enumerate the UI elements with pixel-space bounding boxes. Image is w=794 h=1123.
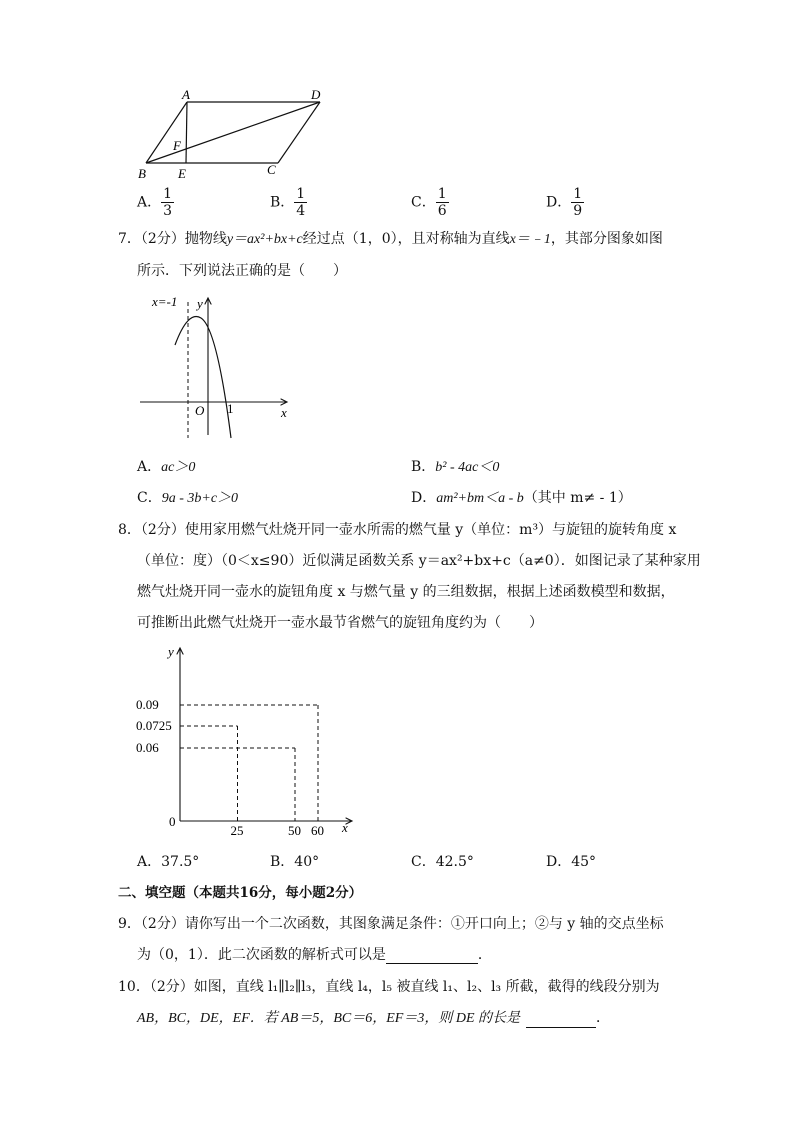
- chart-x-label: x: [342, 820, 348, 835]
- label-e: E: [178, 166, 186, 181]
- q10-line2: AB，BC，DE，EF．若 AB＝5，BC＝6，EF＝3，则 DE 的长是 ．: [137, 1010, 611, 1026]
- q8-option-b: B．40°: [270, 854, 320, 870]
- label-b: B: [138, 166, 146, 181]
- q8-option-a: A．37.5°: [137, 854, 200, 870]
- y-tick-label-2: 0.06: [136, 740, 159, 755]
- q10-line1: 10．（2分）如图，直线 l₁∥l₂∥l₃，直线 l₄，l₅ 被直线 l₁、l₂、l₃ 所截，截得的线段分别为: [118, 979, 660, 995]
- label-a: A: [182, 90, 190, 102]
- q8-line1: 8．（2分）使用家用燃气灶烧开同一壶水所需的燃气量 y（单位：m³）与旋钮的旋转角度 x: [118, 522, 677, 538]
- q8-line2: （单位：度）（0＜x≤90）近似满足函数关系 y＝ax²+bx+c（a≠0）．如图记录了某种家用: [137, 553, 701, 569]
- parabola-curve: [175, 317, 231, 438]
- chart-y-label: y: [168, 644, 174, 659]
- q7-line2: 所示．下列说法正确的是（ ）: [137, 263, 347, 279]
- q8-line4: 可推断出此燃气灶烧开一壶水最节省燃气的旋钮角度约为（ ）: [137, 615, 543, 631]
- parabola-graph: [135, 290, 300, 440]
- y-tick-label-0: 0.09: [136, 697, 159, 712]
- one-label: 1: [227, 401, 234, 416]
- q7-option-d: D．am²+bm＜a - b（其中 m≠ - 1）: [411, 490, 632, 506]
- origin-label: O: [195, 403, 205, 418]
- x-tick-label-0: 25: [230, 823, 244, 838]
- q9-answer-blank[interactable]: [386, 949, 478, 964]
- section-title: 二、填空题（本题共16分，每小题2分）: [118, 885, 363, 901]
- gas-chart: [130, 640, 360, 840]
- label-c: C: [267, 162, 276, 177]
- sym-label: x=-1: [152, 294, 178, 309]
- q10-answer-blank[interactable]: [526, 1013, 596, 1028]
- x-tick-label-1: 50: [288, 823, 301, 838]
- q6-option-a: A． $\frac{1}{3}$: [137, 186, 173, 219]
- q8-option-d: D．45°: [546, 854, 597, 870]
- q7-option-b: B．b² - 4ac＜0: [411, 459, 500, 475]
- q6-option-c: C． $\frac{1}{6}$: [411, 186, 447, 219]
- q6-option-d: D． $\frac{1}{9}$: [546, 186, 583, 219]
- q9-line1: 9．（2分）请你写出一个二次函数，其图象满足条件：①开口向上；②与 y 轴的交点坐标: [118, 916, 664, 932]
- y-axis-label: y: [197, 296, 203, 311]
- parallelogram-figure: [130, 90, 330, 185]
- edge-dc: [278, 102, 320, 163]
- y-tick-label-1: 0.0725: [136, 718, 172, 733]
- label-d: D: [311, 90, 321, 102]
- label-f: F: [173, 138, 181, 153]
- segment-bd: [146, 102, 320, 163]
- q7-option-a: A．ac＞0: [137, 459, 196, 475]
- q6-option-b: B． $\frac{1}{4}$: [270, 186, 306, 219]
- segment-ae: [186, 102, 187, 163]
- q9-line2: 为（0，1）．此二次函数的解析式可以是 ．: [137, 947, 492, 963]
- q8-line3: 燃气灶烧开同一壶水的旋钮角度 x 与燃气量 y 的三组数据，根据上述函数模型和数据，: [137, 584, 675, 600]
- q8-option-c: C．42.5°: [411, 854, 474, 870]
- x-tick-label-2: 60: [311, 823, 324, 838]
- q7-line1: 7．（2分）抛物线y＝ax²+bx+c经过点（1，0），且对称轴为直线x＝﹣1，其部分图象如图: [118, 231, 663, 247]
- chart-origin-label: 0: [169, 814, 176, 829]
- x-axis-label: x: [281, 405, 287, 420]
- edge-ab: [146, 102, 187, 163]
- q7-option-c: C．9a - 3b+c＞0: [137, 490, 239, 506]
